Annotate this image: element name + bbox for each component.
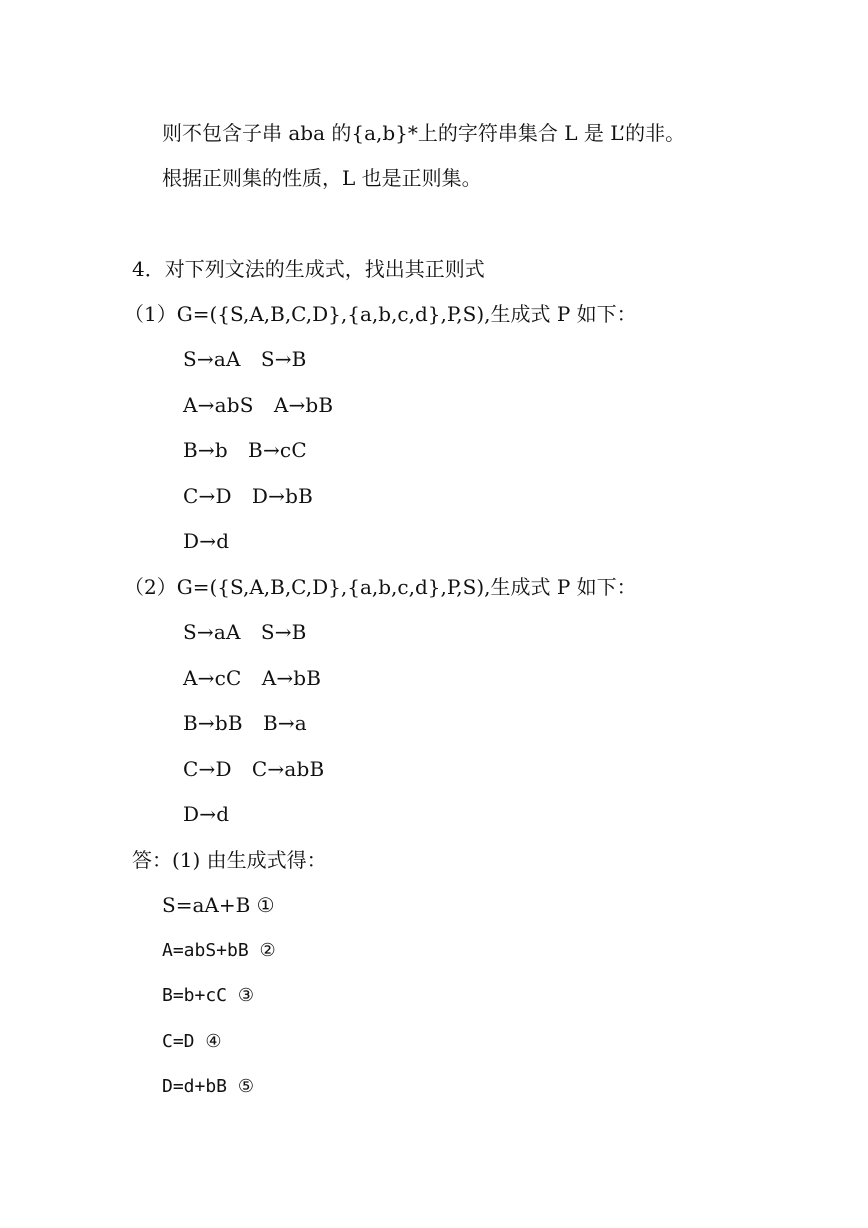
part-1-header: （1）G=({S,A,B,C,D},{a,b,c,d},P,S),生成式 P 如下：: [124, 302, 637, 326]
question-4-title: 4．对下列文法的生成式，找出其正则式: [132, 257, 485, 281]
equation-line: S=aA+B ①: [162, 893, 275, 917]
production-line: S→aA S→B: [183, 620, 307, 644]
production-line: B→bB B→a: [183, 711, 307, 735]
paragraph-regular-set: 根据正则集的性质，L 也是正则集。: [162, 166, 482, 190]
production-line: S→aA S→B: [183, 347, 307, 371]
production-line: B→b B→cC: [183, 438, 307, 462]
production-line: D→d: [183, 529, 230, 553]
production-line: A→cC A→bB: [183, 666, 322, 690]
production-line: D→d: [183, 802, 230, 826]
answer-intro: 答：(1) 由生成式得：: [132, 848, 327, 872]
equation-line: A=abS+bB ②: [162, 940, 276, 961]
equation-line: D=d+bB ⑤: [162, 1076, 254, 1097]
equation-line: C=D ④: [162, 1031, 222, 1052]
production-line: C→D D→bB: [183, 484, 313, 508]
equation-line: B=b+cC ③: [162, 985, 254, 1006]
part-2-header: （2）G=({S,A,B,C,D},{a,b,c,d},P,S),生成式 P 如下：: [124, 575, 637, 599]
paragraph-complement: 则不包含子串 aba 的{a,b}*上的字符串集合 L 是 L’的非。: [162, 121, 686, 145]
production-line: A→abS A→bB: [183, 393, 334, 417]
production-line: C→D C→abB: [183, 757, 325, 781]
